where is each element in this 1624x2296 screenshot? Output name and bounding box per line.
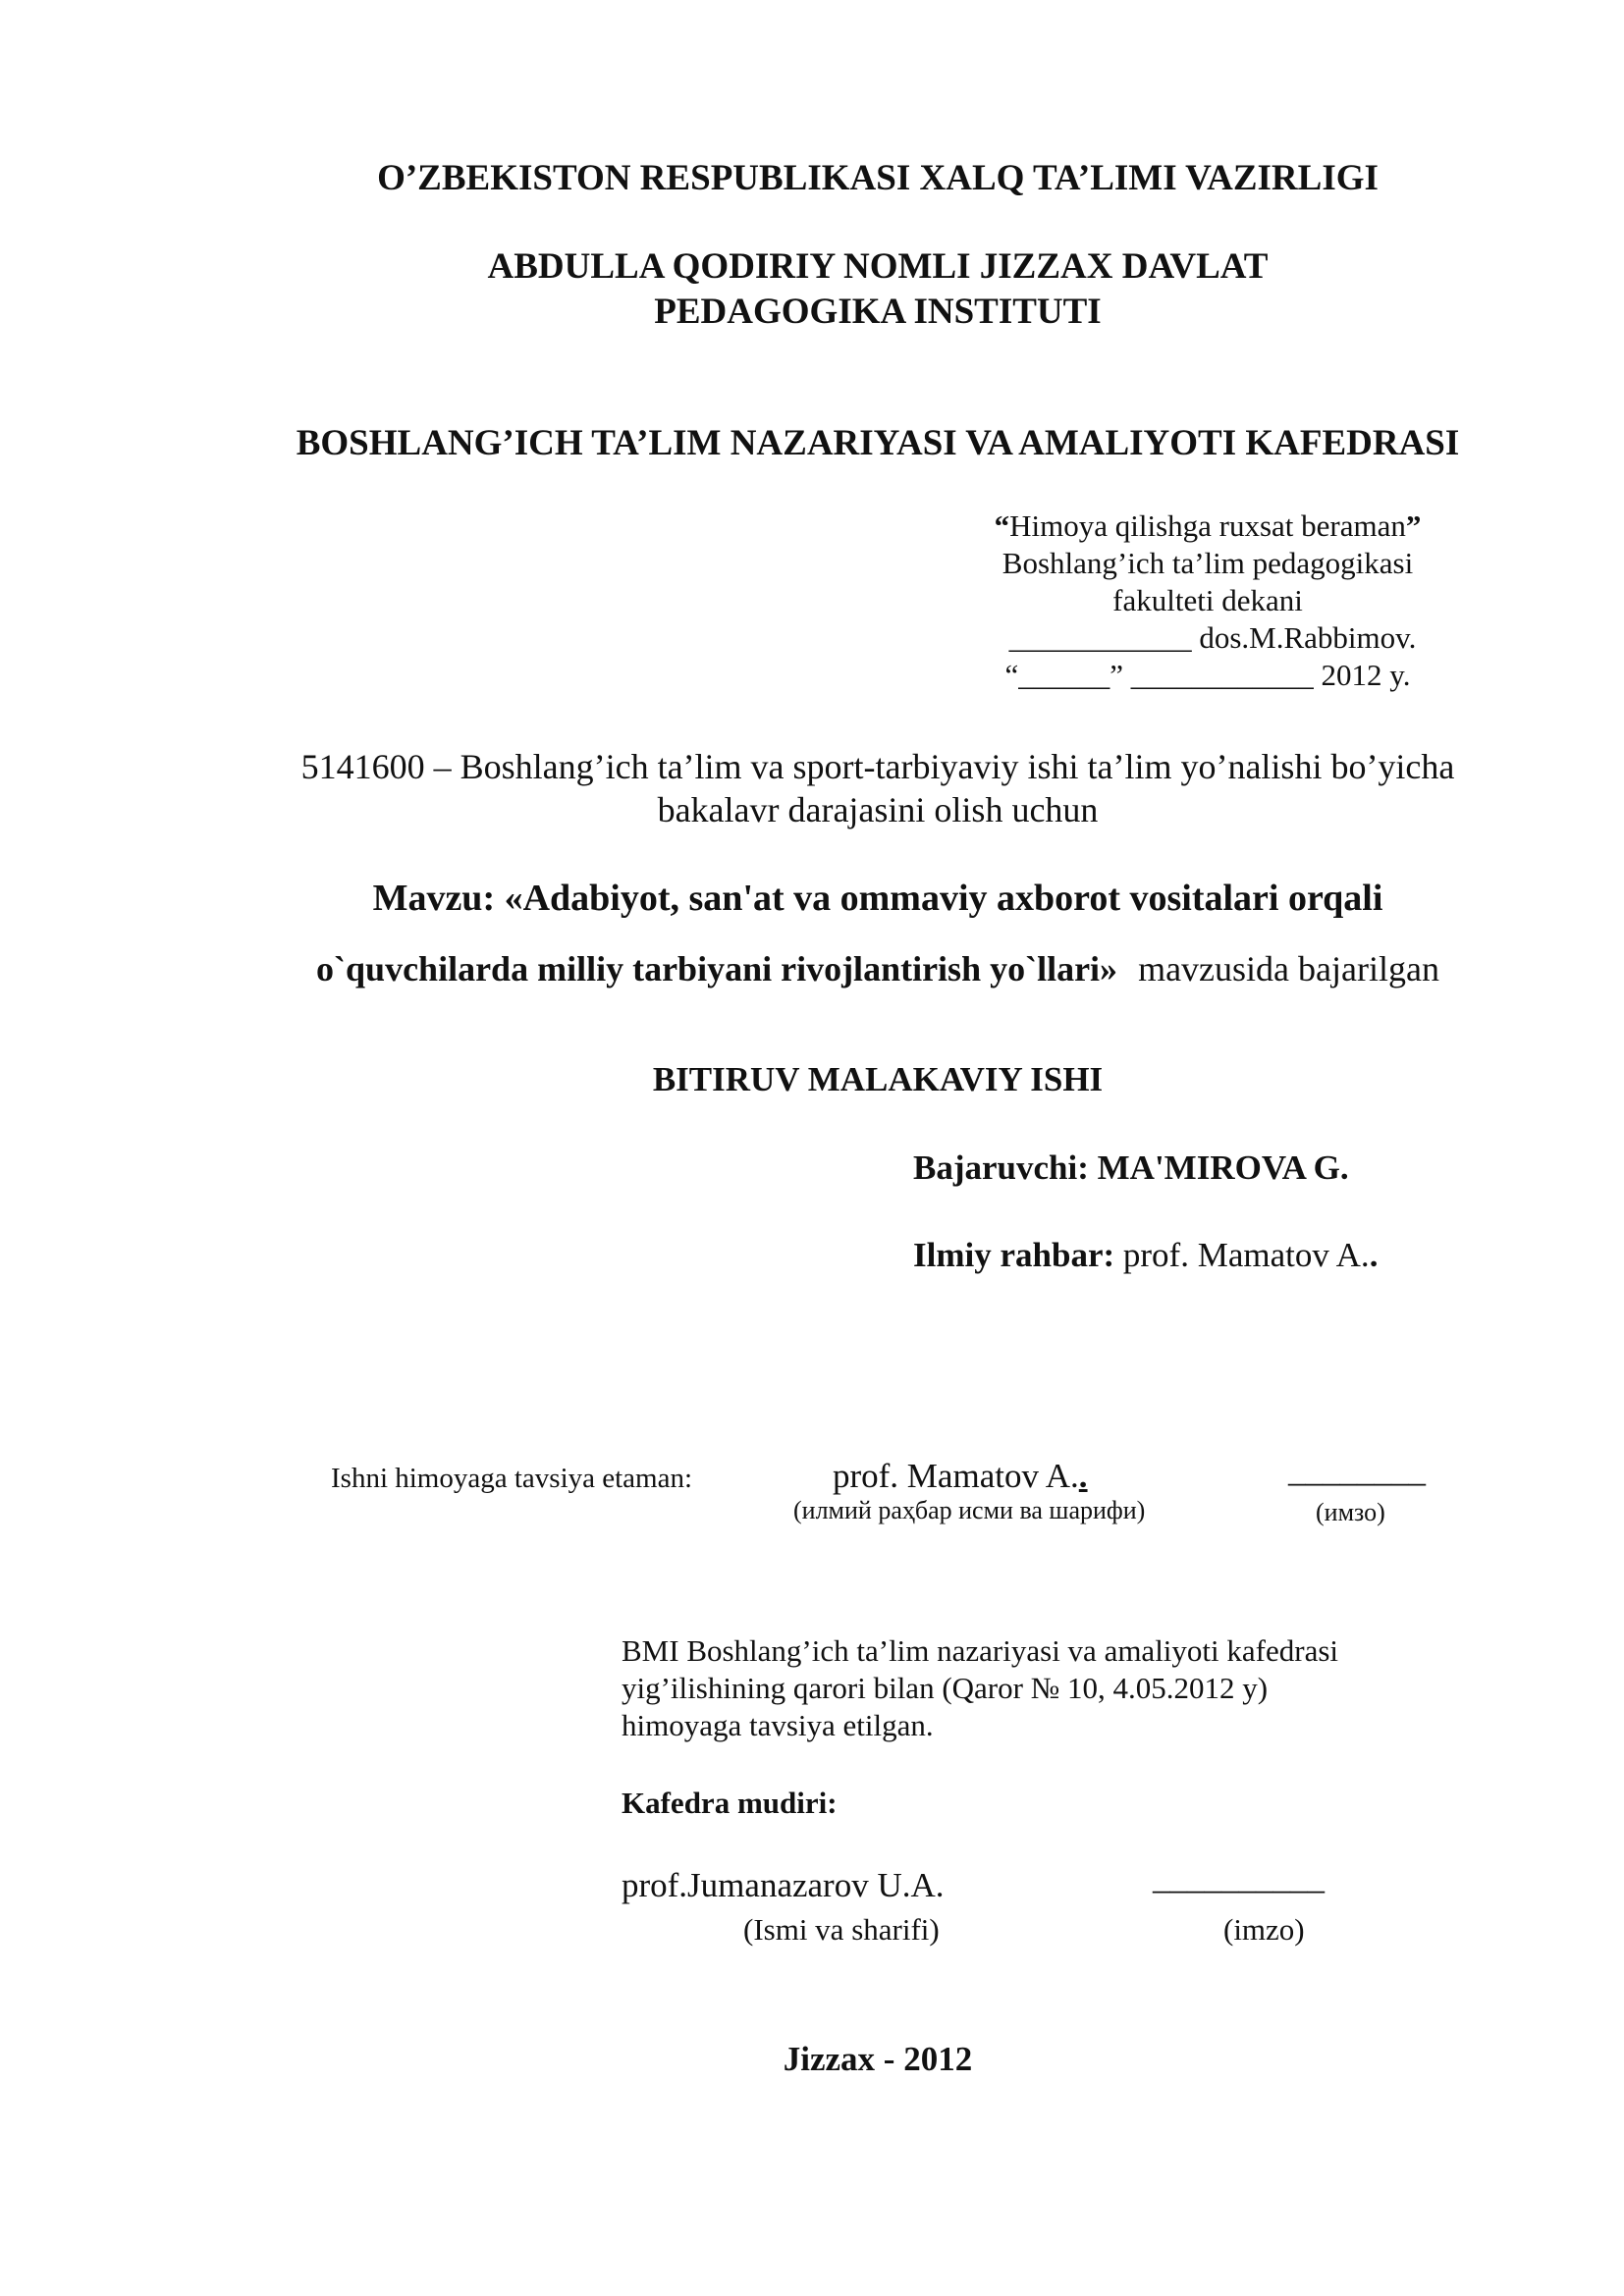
recommendation-name (833, 1457, 1088, 1496)
recommendation-signature-caption: (имзо) (1316, 1498, 1385, 1526)
topic-line2-bold: o`quvchilarda milliy tarbiyani rivojlantirish yo`llari» (316, 949, 1118, 988)
head-of-department-name: prof.Jumanazarov U.A. (622, 1866, 945, 1904)
head-of-department-signature-line: __________ (1153, 1858, 1325, 1896)
topic-line2 (0, 948, 1624, 989)
head-of-department-name-caption: (Ismi va sharifi) (743, 1912, 940, 1947)
recommendation-signature-line: ________ (1288, 1451, 1426, 1489)
ministry-title: O’ZBEKISTON RESPUBLIKASI XALQ TA’LIMI VAZIRLIGI (377, 158, 1379, 198)
performer: Bajaruvchi: MA'MIROVA G. (913, 1148, 1349, 1187)
approval-line4: ____________ dos.M.Rabbimov. (1008, 620, 1417, 655)
decision-line3: himoyaga tavsiya etilgan. (622, 1708, 934, 1742)
advisor-name: prof. Mamatov A. (1122, 1236, 1370, 1274)
work-type: BITIRUV MALAKAVIY ISHI (652, 1060, 1104, 1098)
institute-title-line2: PEDAGOGIKA INSTITUTI (654, 292, 1102, 332)
approval-line3: fakulteti dekani (1112, 583, 1303, 617)
recommendation-name-dot: . (1078, 1457, 1088, 1495)
approval-line5: “______” ____________ 2012 y. (1004, 658, 1411, 692)
topic-line2-rest: mavzusida bajarilgan (1138, 949, 1439, 988)
open-quote: “ (994, 508, 1010, 543)
institute-title-line1: ABDULLA QODIRIY NOMLI JIZZAX DAVLAT (487, 246, 1269, 287)
department-title: BOSHLANG’ICH TA’LIM NAZARIYASI VA AMALIYOTI KAFEDRASI (296, 423, 1460, 463)
head-of-department-signature-caption: (imzo) (1223, 1912, 1305, 1947)
decision-line1: BMI Boshlang’ich ta’lim nazariyasi va amaliyoti kafedrasi (622, 1633, 1338, 1668)
advisor (913, 1236, 1378, 1275)
program-line2: bakalavr darajasini olish uchun (657, 790, 1099, 829)
recommendation-name-caption: (илмий раҳбар исми ва шарифи) (793, 1496, 1146, 1524)
advisor-dot: . (1369, 1236, 1379, 1274)
program-line1: 5141600 – Boshlang’ich ta’lim va sport-tarbiyaviy ishi ta’lim yo’nalishi bo’yicha (300, 747, 1455, 786)
decision-block (622, 1632, 1338, 1744)
approval-line2: Boshlang’ich ta’lim pedagogikasi (1001, 546, 1414, 580)
approval-quote-text: Himoya qilishga ruxsat beraman (1009, 508, 1406, 543)
close-quote: ” (1405, 508, 1422, 543)
head-of-department-label: Kafedra mudiri: (622, 1786, 838, 1820)
place-year: Jizzax - 2012 (783, 2040, 973, 2078)
decision-line2: yig’ilishining qarori bilan (Qaror № 10, 4.05.2012 y) (622, 1671, 1269, 1705)
approval-block (977, 507, 1438, 694)
topic-line1: Mavzu: «Adabiyot, san'at va ommaviy axborot vositalari orqali (372, 878, 1383, 919)
advisor-label: Ilmiy rahbar: (913, 1236, 1115, 1274)
recommendation-label: Ishni himoyaga tavsiya etaman: (331, 1463, 693, 1494)
recommendation-name-text: prof. Mamatov A. (833, 1457, 1079, 1495)
approval-line1 (977, 507, 1438, 545)
